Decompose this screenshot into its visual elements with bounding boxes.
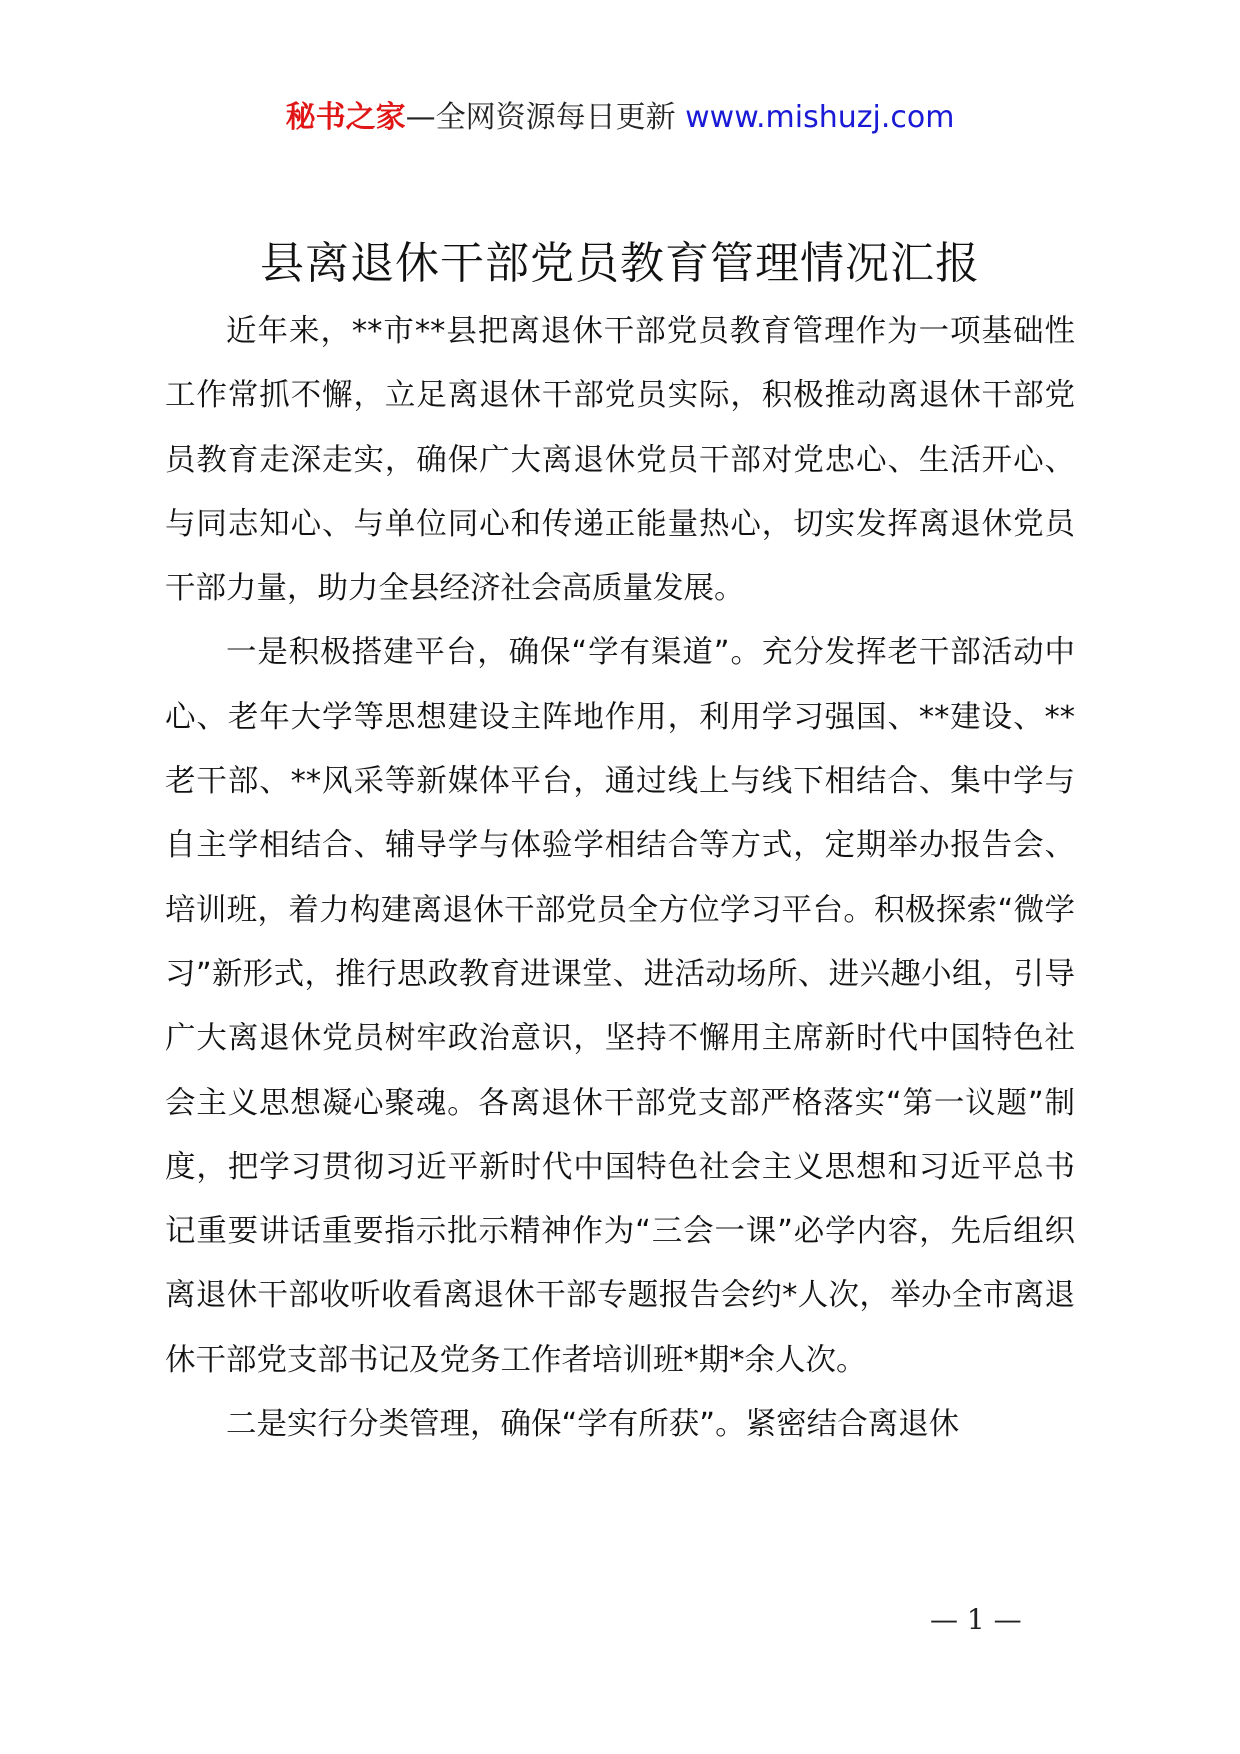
body-paragraph-platform: 一是积极搭建平台，确保“学有渠道”。充分发挥老干部活动中心、老年大学等思想建设主阵地作用，利用学习强国、**建设、**老干部、**风采等新媒体平台，通过线上与线下相结合、集中学与自主学相结合、辅导学与体验学相结合等方式，定期举办报告会、培训班，着力构建离退休干部党员全方位学习平台。积极探索“微学习”新形式，推行思政教育进课堂、进活动场所、进兴趣小组，引导广大离退休党员树牢政治意识，坚持不懈用主席新时代中国特色社会主义思想凝心聚魂。各离退休干部党支部严格落实“第一议题”制度，把学习贯彻习近平新时代中国特色社会主义思想和习近平总书记重要讲话重要指示批示精神作为“三会一课”必学内容，先后组织离退休干部收听收看离退休干部专题报告会约*人次，举办全市离退休干部党支部书记及党务工作者培训班*期*余人次。 (165, 635, 1075, 1378)
body-paragraph-classification: 二是实行分类管理，确保“学有所获”。紧密结合离退休 (226, 1407, 960, 1443)
brand-name: 秘书之家 (285, 100, 406, 135)
website-link[interactable]: www.mishuzj.com (685, 100, 955, 135)
page-number: — 1 — (930, 1603, 1022, 1636)
document-title: 县离退休干部党员教育管理情况汇报 (260, 238, 980, 289)
intro-paragraph: 近年来，**市**县把离退休干部党员教育管理作为一项基础性工作常抓不懈，立足离退休干部党员实际，积极推动离退休干部党员教育走深走实，确保广大离退休党员干部对党忠心、生活开心、与同志知心、与单位同心和传递正能量热心，切实发挥离退休党员干部力量，助力全县经济社会高质量发展。 (165, 314, 1075, 607)
header-slogan: —全网资源每日更新 (405, 100, 676, 135)
site-header (0, 98, 1240, 138)
document-body (165, 300, 1075, 1457)
